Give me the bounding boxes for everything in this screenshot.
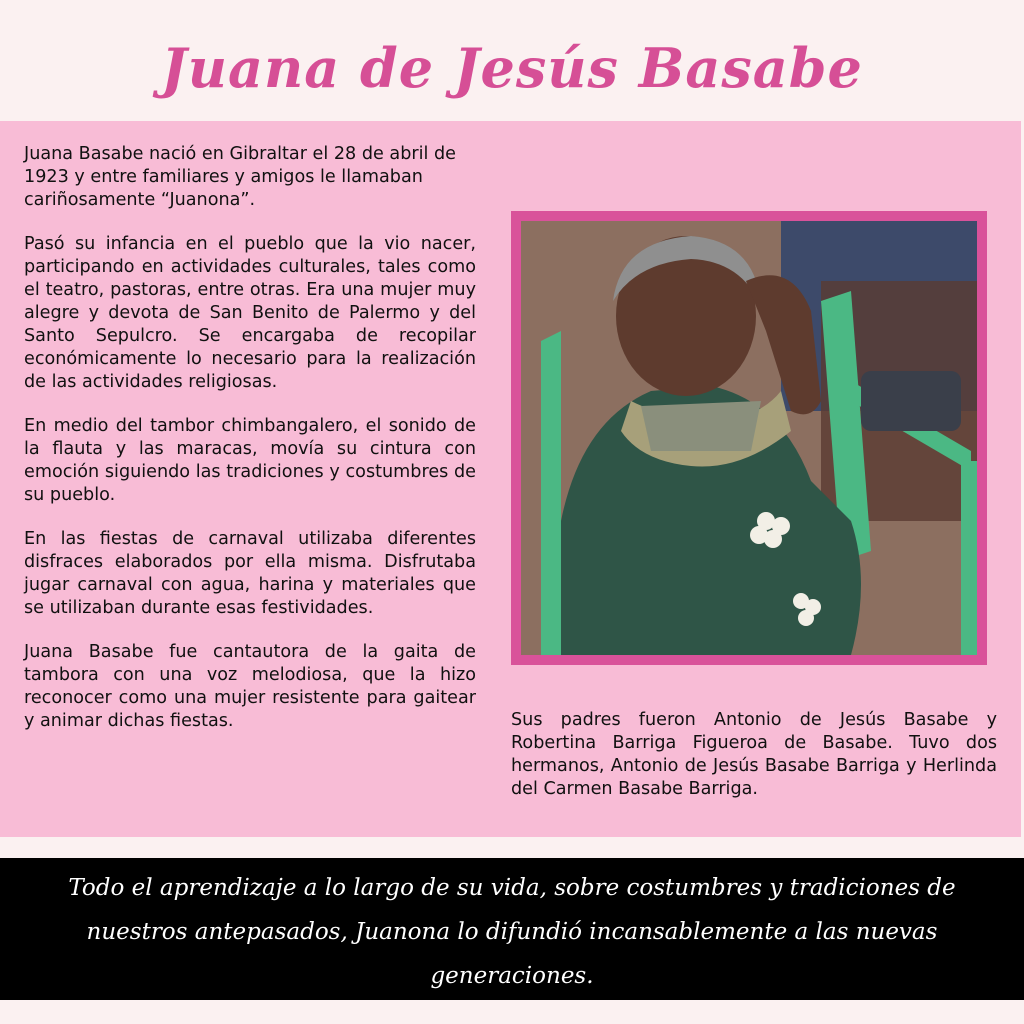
biography-paragraph-singer: Juana Basabe fue cantautora de la gaita de tambora con una voz melodiosa, que la hizo reconocer como una mujer resistente para gaitear y animar dichas fiestas. [24, 642, 476, 731]
biography-left-column [24, 143, 476, 754]
portrait-frame [511, 211, 987, 665]
biography-paragraph-music: En medio del tambor chimbangalero, el sonido de la flauta y las maracas, movía su cintura con emoción siguiendo las tradiciones y costumbres de su pueblo. [24, 416, 476, 505]
biography-paragraph-family: Sus padres fueron Antonio de Jesús Basabe y Robertina Barriga Figueroa de Basabe. Tuvo dos hermanos, Antonio de Jesús Basabe Barriga y Herlinda del Carmen Basabe Barriga. [511, 710, 997, 799]
portrait-photo [521, 221, 977, 655]
page-title: Juana de Jesús Basabe [161, 36, 863, 100]
biography-right-column [511, 709, 997, 801]
biography-paragraph-carnival: En las fiestas de carnaval utilizaba diferentes disfraces elaborados por ella misma. Disfrutaba jugar carnaval con agua, harina y materiales que se utilizaban durante esas festividades. [24, 529, 476, 618]
portrait-illustration [521, 221, 977, 655]
biography-paragraph-childhood: Pasó su infancia en el pueblo que la vio nacer, participando en actividades culturales, tales como el teatro, pastoras, entre otras. Era una mujer muy alegre y devota de San Benito de Palermo y del Santo Sepulcro. Se encargaba de recopilar económicamente lo necesario para la realización de las actividades religiosas. [24, 234, 476, 392]
footer-quote: Todo el aprendizaje a lo largo de su vida, sobre costumbres y tradiciones de nuestros antepasados, Juanona lo difundió incansablemente a las nuevas generaciones. [68, 875, 956, 989]
biography-paragraph-birth: Juana Basabe nació en Gibraltar el 28 de abril de 1923 y entre familiares y amigos le llamaban cariñosamente “Juanona”. [24, 144, 456, 210]
